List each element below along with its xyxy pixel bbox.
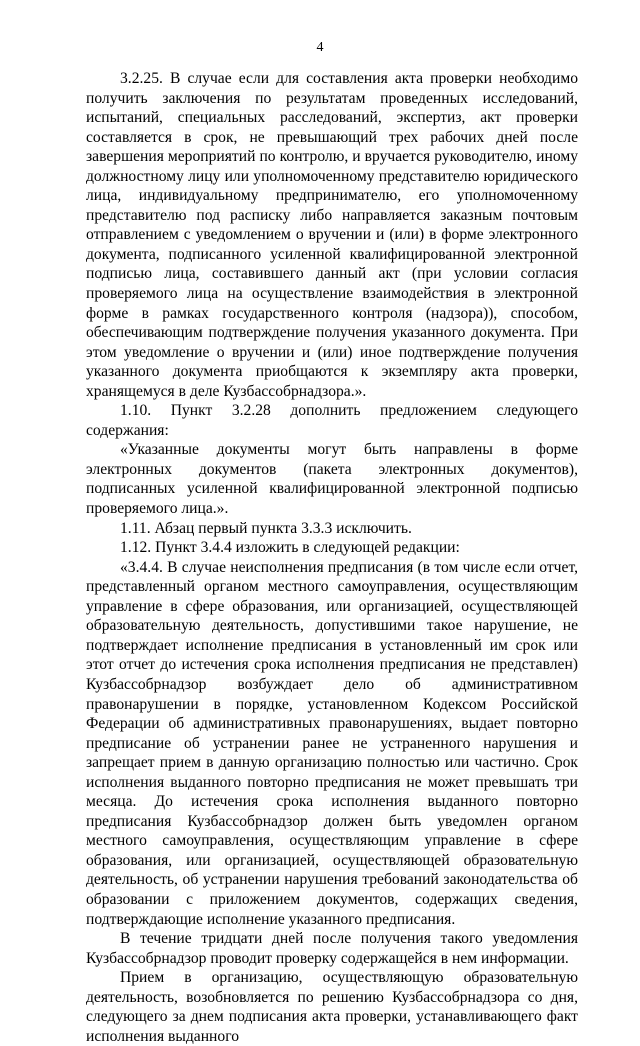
paragraph-3-4-4: «3.4.4. В случае неисполнения предписания (в том числе если отчет, представленный органом местного самоуправления, осуществляющим управление в сфере образования, или организацией, осуществляющей образовательную деятельность, допустившими такое нарушение, не подтверждает исполнение предписания в установленный им срок или этот отчет до истечения срока исполнения предписания не представлен) Кузбассобрнадзор возбуждает дело об административном правонарушении в порядке, установленном Кодексом Российской Федерации об административных правонарушениях, выдает повторно предписание об устранении ранее не устраненного нарушения и запрещает прием в данную организацию полностью или частично. Срок исполнения выданного повторно предписания не может превышать три месяца. До истечения срока исполнения выданного повторно предписания Кузбассобрнадзор должен быть уведомлен органом местного самоуправления, осуществляющим управление в сфере образования, или организацией, осуществляющей образовательную деятельность, об устранении нарушения требований законодательства об образовании с приложением документов, содержащих сведения, подтверждающие исполнение указанного предписания. [86, 558, 578, 928]
document-body [86, 69, 578, 1046]
paragraph-3-2-25: 3.2.25. В случае если для составления акта проверки необходимо получить заключения по результатам проведенных исследований, испытаний, специальных расследований, экспертиз, акт проверки составляется в срок, не превышающий трех рабочих дней после завершения мероприятий по контролю, и вручается руководителю, иному должностному лицу или уполномоченному представителю юридического лица, индивидуальному предпринимателю, его уполномоченному представителю под расписку либо направляется заказным почтовым отправлением с уведомлением о вручении и (или) в форме электронного документа, подписанного усиленной квалифицированной электронной подписью лица, составившего данный акт (при условии согласия проверяемого лица на осуществление взаимодействия в электронной форме в рамках государственного контроля (надзора)), способом, обеспечивающим подтверждение получения указанного документа. При этом уведомление о вручении и (или) иное подтверждение получения указанного документа приобщаются к экземпляру акта проверки, хранящемуся в деле Кузбассобрнадзора.». [86, 70, 578, 400]
paragraph-1-11: 1.11. Абзац первый пункта 3.3.3 исключить. [120, 519, 412, 537]
page-number: 4 [316, 40, 324, 55]
paragraph-1-10: 1.10. Пункт 3.2.28 дополнить предложением следующего содержания: [86, 402, 578, 439]
paragraph-1-10-quote: «Указанные документы могут быть направлены в форме электронных документов (пакета электронных документов), подписанных усиленной квалифицированной электронной подписью проверяемого лица.». [86, 441, 578, 518]
paragraph-thirty-days: В течение тридцати дней после получения такого уведомления Кузбассобрнадзор проводит проверку содержащейся в нем информации. [86, 930, 578, 967]
paragraph-admission-resumed: Прием в организацию, осуществляющую образовательную деятельность, возобновляется по решению Кузбассобрнадзора со дня, следующего за днем подписания акта проверки, устанавливающего факт исполнения выданного [86, 969, 578, 1045]
paragraph-1-12: 1.12. Пункт 3.4.4 изложить в следующей редакции: [120, 539, 460, 557]
